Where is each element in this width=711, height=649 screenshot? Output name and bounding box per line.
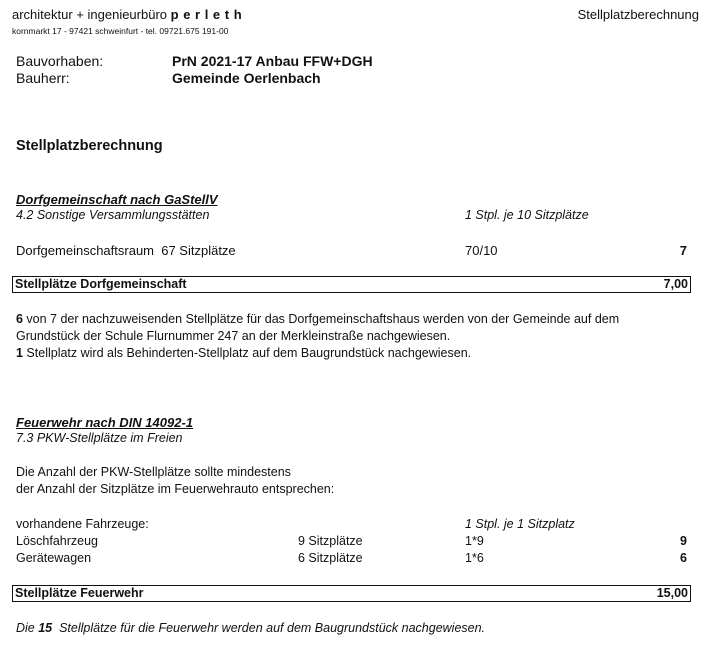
firm-name: p e r l e t h: [170, 7, 243, 22]
dorf-heading: Dorfgemeinschaft nach GaStellV: [16, 192, 218, 207]
dorf-total-box: [12, 276, 691, 293]
page-title: Stellplatzberechnung: [16, 138, 163, 154]
feuer-row-2-calc: 1*6: [465, 551, 484, 565]
dorf-row-value: 7: [679, 243, 687, 258]
dorf-note-2: Grundstück der Schule Flurnummer 247 an der Merkleinstraße nachgewiesen.: [16, 329, 451, 343]
feuer-row-1-name: Löschfahrzeug: [16, 534, 99, 548]
feuer-intro-1: Die Anzahl der PKW-Stellplätze sollte mindestens: [16, 465, 291, 479]
feuer-total-box: [12, 585, 691, 602]
feuer-heading: Feuerwehr nach DIN 14092-1: [16, 415, 194, 430]
feuer-closing: [16, 621, 485, 635]
feuer-row-2-seats: 6 Sitzplätze: [298, 551, 363, 565]
feuer-ratio: 1 Stpl. je 1 Sitzplatz: [465, 517, 575, 531]
firm-address: kornmarkt 17 - 97421 schweinfurt - tel. 09721.675 191-00: [12, 26, 229, 36]
feuer-closing-num: 15: [38, 621, 53, 635]
bauherr-value: Gemeinde Oerlenbach: [172, 70, 321, 86]
feuer-row-1-calc: 1*9: [465, 534, 484, 548]
feuer-vehicles-label: vorhandene Fahrzeuge:: [16, 517, 149, 531]
dorf-note-1: [16, 312, 619, 326]
dorf-subheading: 4.2 Sonstige Versammlungsstätten: [16, 208, 210, 222]
dorf-row-label: Dorfgemeinschaftsraum 67 Sitzplätze: [16, 243, 236, 258]
dorf-total-label: Stellplätze Dorfgemeinschaft: [15, 277, 187, 291]
dorf-row-calc: 70/10: [465, 243, 498, 258]
dorf-note-1-num: 6: [16, 312, 23, 326]
doc-label: Stellplatzberechnung: [577, 7, 699, 22]
vorhaben-value: PrN 2021-17 Anbau FFW+DGH: [172, 53, 373, 69]
dorf-note-3-text: Stellplatz wird als Behinderten-Stellplatz auf dem Baugrundstück nachgewiesen.: [22, 346, 472, 360]
feuer-total-value: 15,00: [656, 586, 688, 600]
dorf-note-3: [16, 346, 471, 360]
dorf-ratio: 1 Stpl. je 10 Sitzplätze: [465, 208, 589, 222]
feuer-row-1-value: 9: [680, 534, 687, 548]
feuer-closing-pre: Die: [16, 621, 39, 635]
feuer-subheading: 7.3 PKW-Stellplätze im Freien: [16, 431, 183, 445]
feuer-row-1-seats: 9 Sitzplätze: [298, 534, 363, 548]
firm-prefix: architektur + ingenieurbüro: [12, 7, 168, 22]
feuer-intro-2: der Anzahl der Sitzplätze im Feuerwehrauto entsprechen:: [16, 482, 335, 496]
vorhaben-label: Bauvorhaben:: [16, 53, 104, 69]
feuer-total-label: Stellplätze Feuerwehr: [15, 586, 144, 600]
feuer-closing-post: Stellplätze für die Feuerwehr werden auf dem Baugrundstück nachgewiesen.: [52, 621, 486, 635]
dorf-note-1-text: von 7 der nachzuweisenden Stellplätze für das Dorfgemeinschaftshaus werden von der Gemeinde auf dem: [22, 312, 620, 326]
bauherr-label: Bauherr:: [16, 70, 70, 86]
dorf-total-value: 7,00: [663, 277, 688, 291]
firm-line: [12, 7, 242, 22]
feuer-row-2-name: Gerätewagen: [16, 551, 92, 565]
feuer-row-2-value: 6: [680, 551, 687, 565]
dorf-note-3-num: 1: [16, 346, 23, 360]
